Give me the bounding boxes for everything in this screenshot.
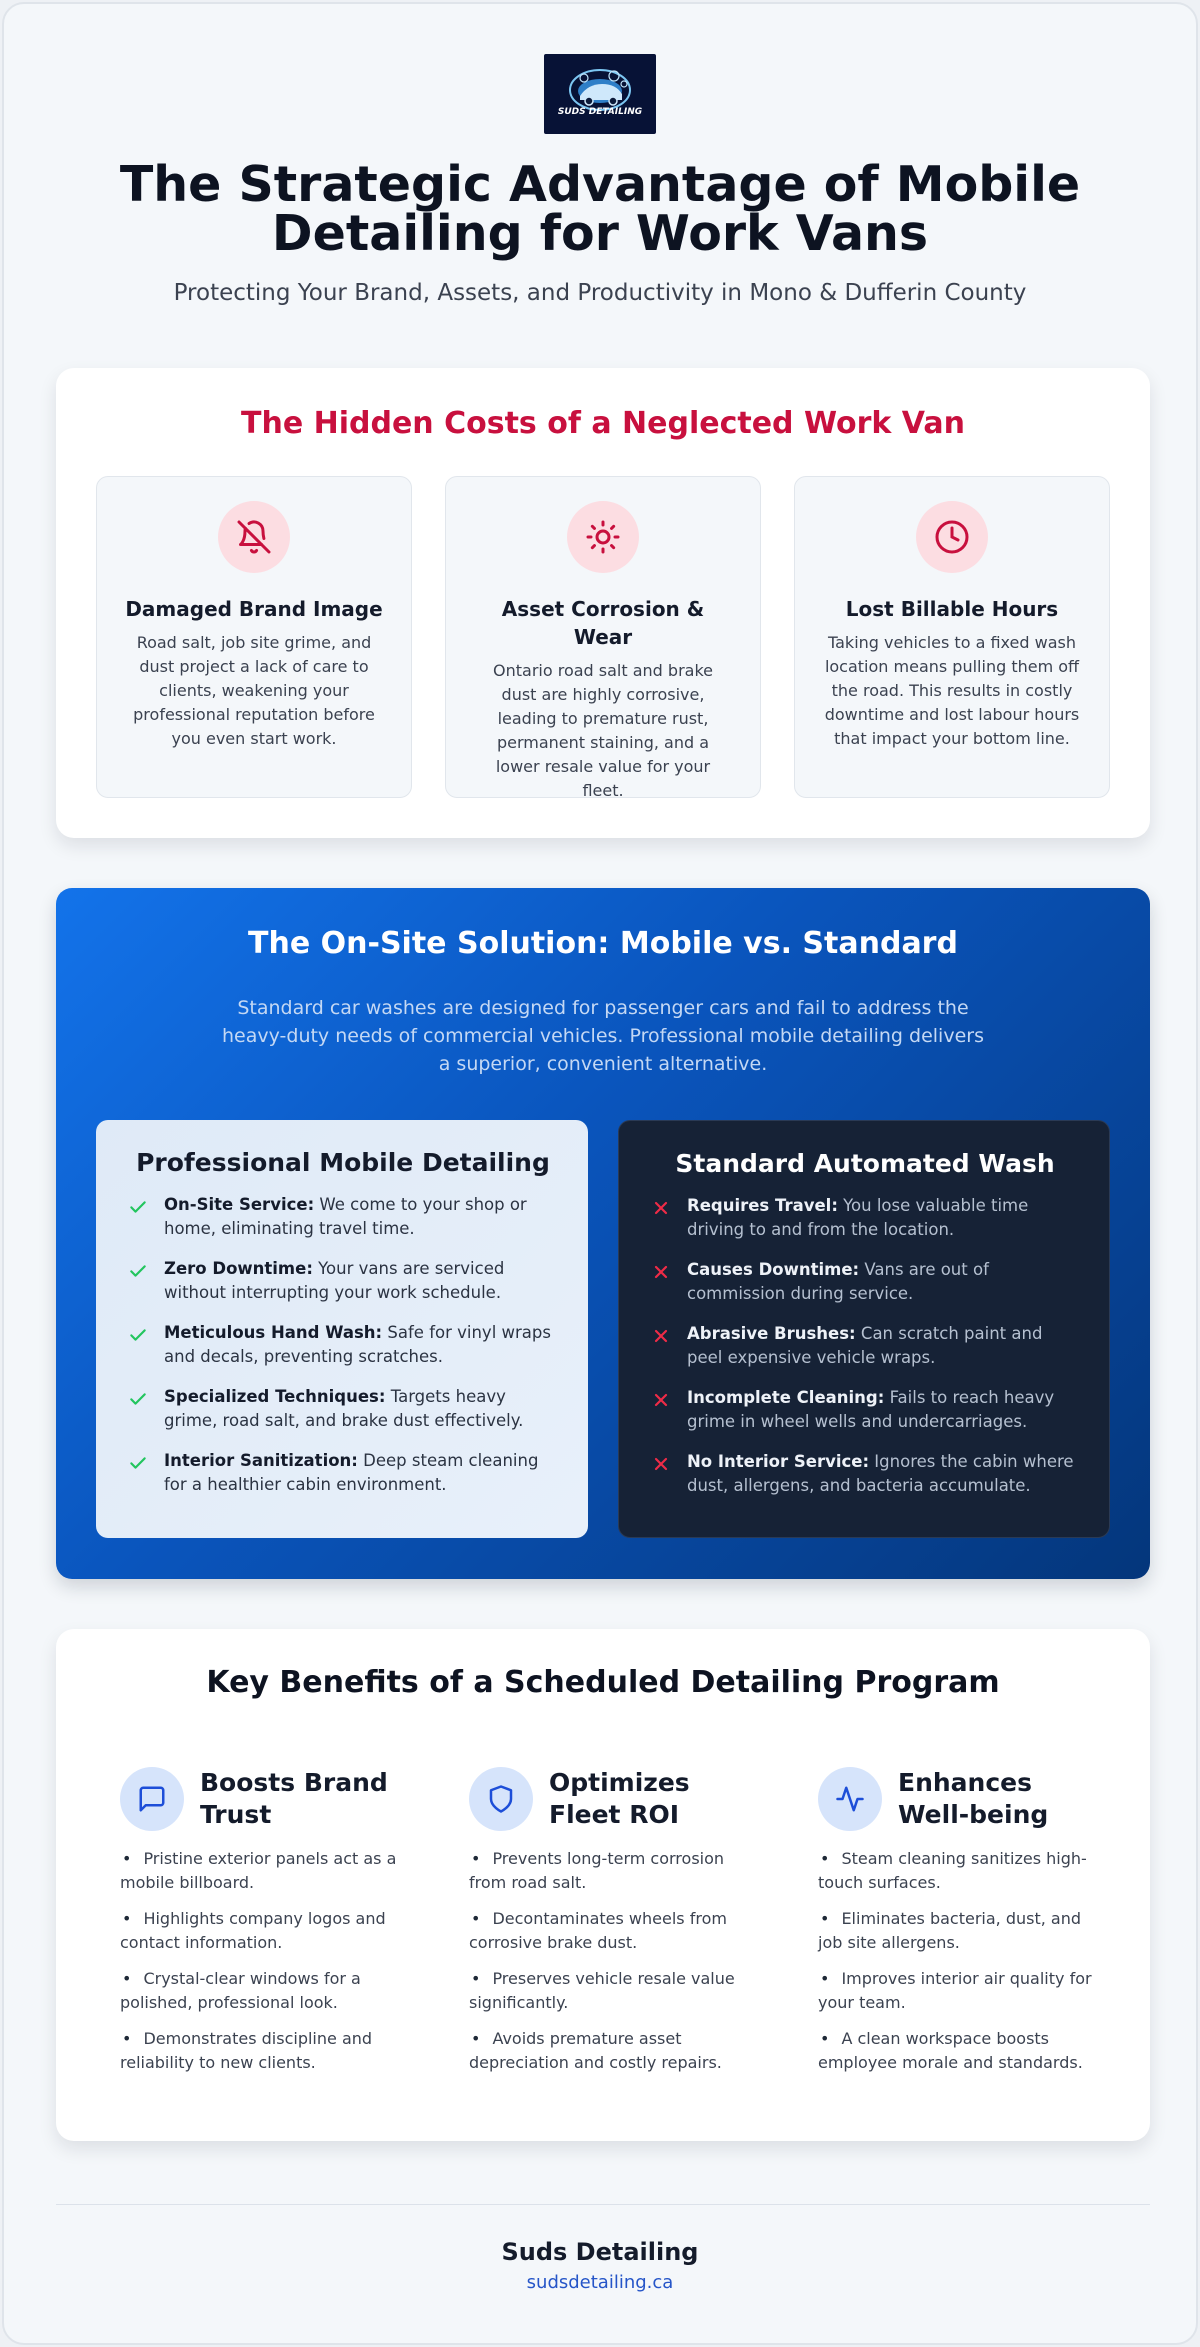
footer-company-name: Suds Detailing — [501, 2238, 699, 2266]
item-text: You lose valuable time driving to and from the location. — [687, 1196, 1029, 1239]
sun-icon — [567, 501, 639, 573]
item-label: Incomplete Cleaning: — [687, 1388, 885, 1407]
item-label: No Interior Service: — [687, 1452, 870, 1471]
advantage-item — [128, 1257, 558, 1305]
item-text: Ignores the cabin where dust, allergens, and bacteria accumulate. — [687, 1452, 1074, 1495]
solution-section — [56, 888, 1150, 1579]
item-label: Interior Sanitization: — [164, 1451, 358, 1470]
benefit-bullet: • Eliminates bacteria, dust, and job site allergens. — [818, 1907, 1098, 1955]
bell-off-icon — [218, 501, 290, 573]
benefit-list — [818, 1847, 1098, 2075]
item-text: Your vans are serviced without interrupting your work schedule. — [164, 1259, 505, 1302]
mobile-detailing-panel — [96, 1120, 588, 1538]
item-text: We come to your shop or home, eliminating travel time. — [164, 1195, 527, 1238]
check-icon — [128, 1385, 164, 1413]
footer-divider — [56, 2204, 1150, 2205]
drawback-item — [651, 1322, 1079, 1370]
mobile-detailing-list — [128, 1193, 558, 1497]
item-label: Causes Downtime: — [687, 1260, 860, 1279]
benefit-bullet: • Crystal-clear windows for a polished, professional look. — [120, 1967, 400, 2015]
benefit-bullet: • Avoids premature asset depreciation and costly repairs. — [469, 2027, 749, 2075]
benefit-bullet: • Pristine exterior panels act as a mobile billboard. — [120, 1847, 400, 1895]
advantage-item — [128, 1449, 558, 1497]
hidden-costs-section — [56, 368, 1150, 838]
page-subtitle: Protecting Your Brand, Assets, and Productivity in Mono & Dufferin County — [173, 280, 1027, 306]
footer-website-link[interactable]: sudsdetailing.ca — [526, 2272, 674, 2293]
benefit-bullet: • Highlights company logos and contact information. — [120, 1907, 400, 1955]
infographic-page — [2, 2, 1198, 2345]
item-label: On-Site Service: — [164, 1195, 315, 1214]
x-icon — [651, 1322, 687, 1350]
benefits-section — [56, 1629, 1150, 2141]
shield-icon — [469, 1767, 533, 1831]
x-icon — [651, 1194, 687, 1222]
cost-title: Asset Corrosion & Wear — [501, 597, 705, 649]
item-text: Vans are out of commission during service. — [687, 1260, 989, 1303]
check-icon — [128, 1193, 164, 1221]
benefit-bullet: • Demonstrates discipline and reliability to new clients. — [120, 2027, 400, 2075]
item-text: Safe for vinyl wraps and decals, preventing scratches. — [164, 1323, 551, 1366]
benefit-bullet: • Steam cleaning sanitizes high-touch surfaces. — [818, 1847, 1098, 1895]
x-icon — [651, 1450, 687, 1478]
x-icon — [651, 1258, 687, 1286]
benefit-well-being — [818, 1767, 1098, 2087]
benefit-brand-trust — [120, 1767, 400, 2087]
cost-card-brand-image — [96, 476, 412, 798]
check-icon — [128, 1321, 164, 1349]
drawback-item — [651, 1258, 1079, 1306]
cost-card-asset-corrosion — [445, 476, 761, 798]
advantage-item — [128, 1385, 558, 1433]
benefits-title: Key Benefits of a Scheduled Detailing Program — [206, 1665, 1000, 1700]
item-text: Can scratch paint and peel expensive vehicle wraps. — [687, 1324, 1043, 1367]
drawback-item — [651, 1194, 1079, 1242]
benefit-name: Boosts Brand Trust — [200, 1768, 388, 1829]
benefit-name: Optimizes Fleet ROI — [549, 1768, 690, 1829]
logo-wordmark: SUDS DETAILING — [557, 107, 643, 117]
advantage-item — [128, 1193, 558, 1241]
standard-wash-title: Standard Automated Wash — [675, 1149, 1055, 1178]
check-icon — [128, 1257, 164, 1285]
cost-card-lost-hours — [794, 476, 1110, 798]
benefit-fleet-roi — [469, 1767, 749, 2087]
item-text: Fails to reach heavy grime in wheel wells and undercarriages. — [687, 1388, 1055, 1431]
page-title: The Strategic Advantage of Mobile Detailing for Work Vans — [119, 156, 1081, 262]
benefit-list — [469, 1847, 749, 2075]
cost-text: Taking vehicles to a fixed wash location means pulling them off the road. This results in costly downtime and lost labour hours that impact your bottom line. — [824, 633, 1080, 748]
benefit-bullet: • Preserves vehicle resale value significantly. — [469, 1967, 749, 2015]
standard-wash-list — [651, 1194, 1079, 1498]
message-square-icon — [120, 1767, 184, 1831]
item-text: Deep steam cleaning for a healthier cabin environment. — [164, 1451, 539, 1494]
header — [4, 54, 1196, 306]
cost-text: Ontario road salt and brake dust are highly corrosive, leading to premature rust, permanent staining, and a lower resale value for your fleet. — [493, 661, 713, 800]
benefit-bullet: • Prevents long-term corrosion from road salt. — [469, 1847, 749, 1895]
cost-text: Road salt, job site grime, and dust project a lack of care to clients, weakening your professional reputation before you even start work. — [133, 633, 375, 748]
item-label: Abrasive Brushes: — [687, 1324, 856, 1343]
standard-wash-panel — [618, 1120, 1110, 1538]
activity-icon — [818, 1767, 882, 1831]
clock-icon — [916, 501, 988, 573]
hidden-costs-title: The Hidden Costs of a Neglected Work Van — [241, 406, 965, 441]
check-icon — [128, 1449, 164, 1477]
benefit-bullet: • A clean workspace boosts employee morale and standards. — [818, 2027, 1098, 2075]
item-label: Zero Downtime: — [164, 1259, 313, 1278]
item-text: Targets heavy grime, road salt, and brake dust effectively. — [164, 1387, 524, 1430]
drawback-item — [651, 1386, 1079, 1434]
benefit-name: Enhances Well-being — [898, 1768, 1049, 1829]
item-label: Requires Travel: — [687, 1196, 838, 1215]
x-icon — [651, 1386, 687, 1414]
mobile-detailing-title: Professional Mobile Detailing — [136, 1148, 550, 1177]
benefit-bullet: • Improves interior air quality for your team. — [818, 1967, 1098, 2015]
suds-detailing-logo — [544, 54, 656, 134]
solution-intro: Standard car washes are designed for passenger cars and fail to address the heavy-duty needs of commercial vehicles. Professional mobile detailing delivers a superior, convenient alternative. — [222, 997, 984, 1075]
drawback-item — [651, 1450, 1079, 1498]
item-label: Specialized Techniques: — [164, 1387, 386, 1406]
item-label: Meticulous Hand Wash: — [164, 1323, 383, 1342]
cost-title: Damaged Brand Image — [125, 597, 383, 621]
benefit-list — [120, 1847, 400, 2075]
cost-title: Lost Billable Hours — [845, 597, 1059, 621]
benefit-bullet: • Decontaminates wheels from corrosive brake dust. — [469, 1907, 749, 1955]
advantage-item — [128, 1321, 558, 1369]
solution-title: The On-Site Solution: Mobile vs. Standard — [248, 926, 958, 961]
